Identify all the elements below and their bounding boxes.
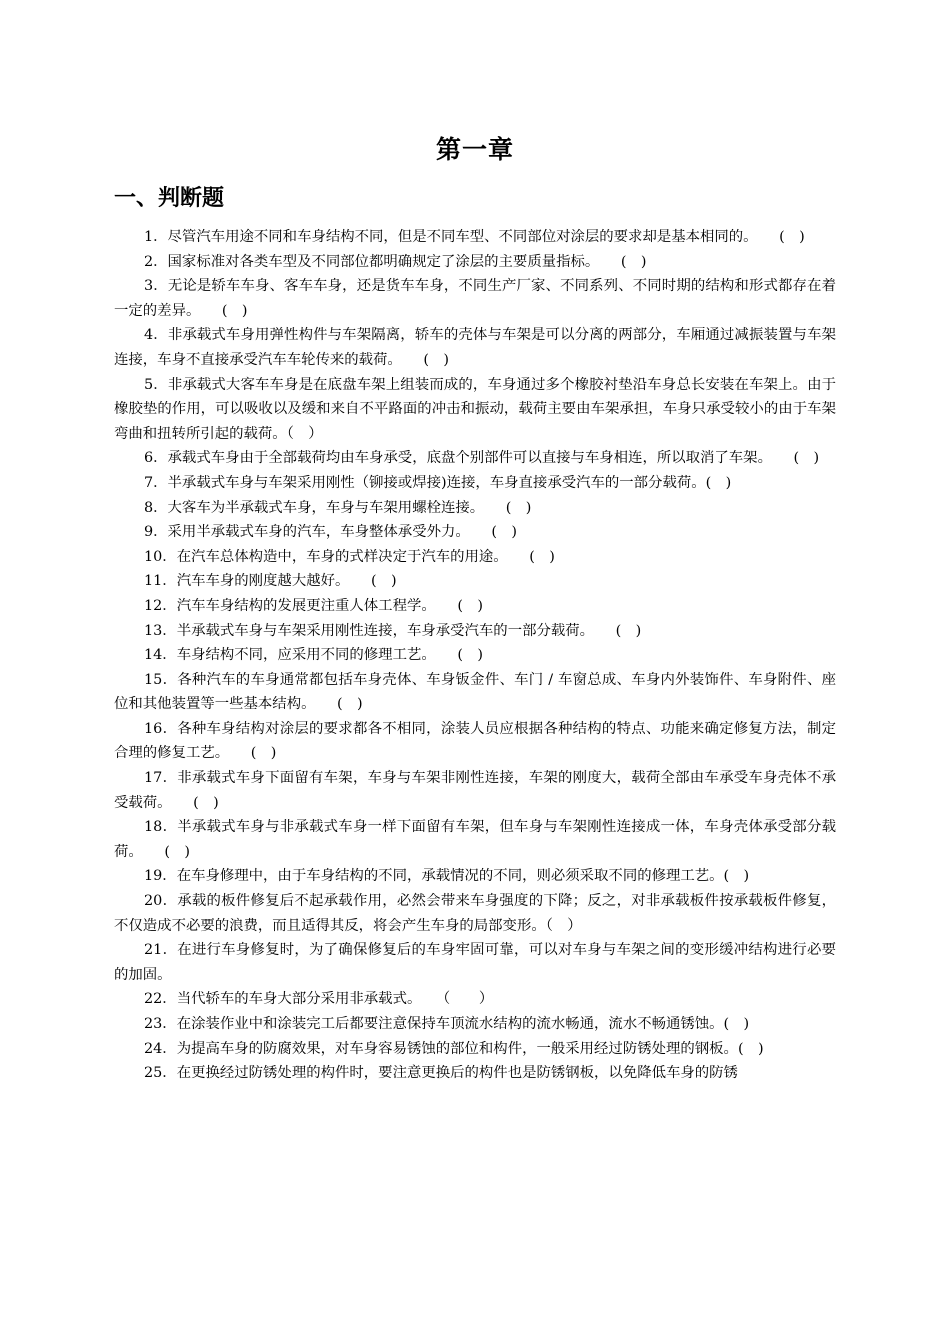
question-item: 12．汽车车身结构的发展更注重人体工程学。 ( ) — [144, 597, 483, 614]
section-heading: 一、判断题 — [114, 186, 225, 211]
question-item: 19．在车身修理中，由于车身结构的不同，承载情况的不同，则必须采取不同的修理工艺。( ) — [144, 868, 750, 885]
question-item: 25．在更换经过防锈处理的构件时，要注意更换后的构件也是防锈钢板，以免降低车身的防锈 — [144, 1065, 738, 1082]
question-item: 7．半承载式车身与车架采用刚性（铆接或焊接)连接，车身直接承受汽车的一部分载荷。( ) — [144, 474, 732, 491]
question-item: 20．承载的板件修复后不起承载作用，必然会带来车身强度的下降；反之，对非承载板件按承载板件修复，不仅造成不必要的浪费，而且适得其反，将会产生车身的局部变形。（ ） — [114, 893, 836, 934]
question-item: 16．各种车身结构对涂层的要求都各不相同，涂装人员应根据各种结构的特点、功能来确定修复方法，制定合理的修复工艺。 ( ) — [114, 720, 836, 762]
question-item: 14．车身结构不同，应采用不同的修理工艺。 ( ) — [144, 647, 483, 664]
question-item: 13．半承载式车身与车架采用刚性连接，车身承受汽车的一部分载荷。 ( ) — [144, 622, 642, 639]
question-item: 22．当代轿车的车身大部分采用非承载式。 （ ） — [144, 991, 494, 1008]
question-item: 6．承载式车身由于全部载荷均由车身承受，底盘个别部件可以直接与车身相连，所以取消了车架。 ( ) — [144, 450, 820, 467]
question-item: 24．为提高车身的防腐效果，对车身容易锈蚀的部位和构件，一般采用经过防锈处理的钢板。( ) — [144, 1040, 764, 1057]
question-item: 3．无论是轿车车身、客车车身，还是货车车身，不同生产厂家、不同系列、不同时期的结构和形式都存在着一定的差异。 ( ) — [114, 278, 836, 319]
question-item: 15．各种汽车的车身通常都包括车身壳体、车身钣金件、车门 / 车窗总成、车身内外装饰件、车身附件、座位和其他装置等一些基本结构。 ( ) — [114, 671, 836, 713]
question-item: 11．汽车车身的刚度越大越好。 ( ) — [144, 573, 397, 590]
question-item: 5．非承载式大客车车身是在底盘车架上组装而成的，车身通过多个橡胶衬垫沿车身总长安装在车架上。由于橡胶垫的作用，可以吸收以及缓和来自不平路面的冲击和振动，载荷主要由车架承担，车身只承受较小的由于车架弯曲和扭转所引起的载荷。（ ） — [114, 376, 836, 442]
question-item: 18．半承载式车身与非承载式车身一样下面留有车架，但车身与车架刚性连接成一体，车身壳体承受部分载荷。 ( ) — [114, 819, 836, 860]
question-item: 2．国家标准对各类车型及不同部位都明确规定了涂层的主要质量指标。 ( ) — [144, 253, 647, 270]
question-list — [114, 225, 836, 1086]
question-item: 21．在进行车身修复时，为了确保修复后的车身牢固可靠，可以对车身与车架之间的变形缓冲结构进行必要的加固。 — [114, 942, 836, 983]
question-item: 10．在汽车总体构造中，车身的式样决定于汽车的用途。 ( ) — [144, 548, 555, 565]
question-item: 9．采用半承载式车身的汽车，车身整体承受外力。 ( ) — [144, 524, 517, 541]
chapter-title: 第一章 — [435, 135, 514, 164]
question-item: 17．非承载式车身下面留有车架，车身与车架非刚性连接，车架的刚度大，载荷全部由车承受车身壳体不承受载荷。 ( ) — [114, 770, 836, 811]
question-item: 1．尽管汽车用途不同和车身结构不同，但是不同车型、不同部位对涂层的要求却是基本相同的。 ( ) — [144, 229, 805, 245]
question-item: 4．非承载式车身用弹性构件与车架隔离，轿车的壳体与车架是可以分离的两部分，车厢通过减振装置与车架连接，车身不直接承受汽车车轮传来的载荷。 ( ) — [114, 327, 836, 368]
question-item: 23．在涂装作业中和涂装完工后都要注意保持车顶流水结构的流水畅通，流水不畅通锈蚀。( ) — [144, 1016, 750, 1032]
question-item: 8．大客车为半承载式车身，车身与车架用螺栓连接。 ( ) — [144, 499, 532, 516]
